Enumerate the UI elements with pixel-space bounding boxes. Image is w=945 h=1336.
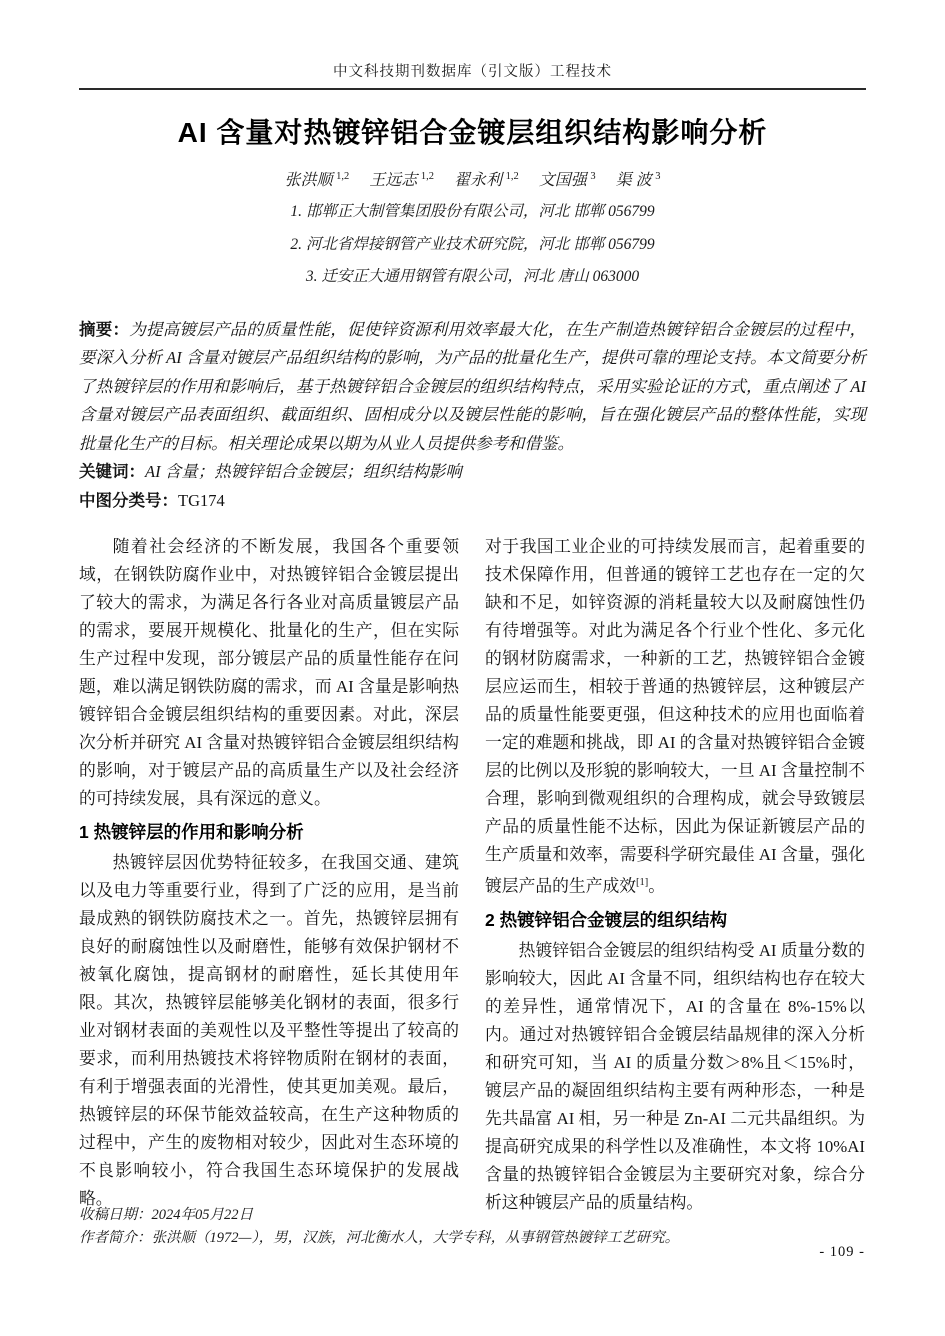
- column-right: [485, 533, 865, 1215]
- author-superscript: 1,2: [418, 170, 434, 182]
- footnote: [79, 1204, 866, 1250]
- keywords-label: 关键词：: [79, 463, 145, 481]
- affiliations: [79, 196, 866, 294]
- journal-header: 中文科技期刊数据库（引文版）工程技术: [333, 64, 612, 80]
- body-columns: [79, 533, 866, 1215]
- author-superscript: 1,2: [503, 170, 519, 182]
- keywords: [79, 458, 866, 487]
- body-paragraph: 对于我国工业企业的可持续发展而言，起着重要的技术保障作用，但普通的镀锌工艺也存在一定的欠缺和不足，如锌资源的消耗量较大以及耐腐蚀性仍有待增强等。对此为满足各个行业个性化、多元化的钢材防腐需求，一种新的工艺，热镀锌铝合金镀层应运而生，相较于普通的热镀锌层，这种镀层产品的质量性能要更强，但这种技术的应用也面临着一定的难题和挑战，即 AI 的含量对热镀锌铝合金镀层的比例以及形貌的影响较大，一旦 AI 含量控制不合理，影响到微观组织的合理构成，就会导致镀层产品的质量性能不达标，因此为保证新镀层产品的生产质量和效率，需要科学研究最佳 AI 含量，强化镀层产品的生产成效[1]。: [485, 537, 865, 896]
- paper-title: AI 含量对热镀锌铝合金镀层组织结构影响分析: [177, 117, 768, 148]
- abstract-text: 为提高镀层产品的质量性能，促使锌资源利用效率最大化，在生产制造热镀锌铝合金镀层的过程中，要深入分析 AI 含量对镀层产品组织结构的影响，为产品的批量化生产，提供可靠的理论支持。本文简要分析了热镀锌层的作用和影响后，基于热镀锌铝合金镀层的组织结构特点，采用实验论证的方式，重点阐述了 AI 含量对镀层产品表面组织、截面组织、固相成分以及镀层性能的影响，旨在强化镀层产品的整体性能，实现批量化生产的目标。相关理论成果以期为从业人员提供参考和借鉴。: [79, 319, 866, 453]
- author-name: 王远志: [369, 172, 418, 189]
- affiliation-line: 1. 邯郸正大制管集团股份有限公司，河北 邯郸 056799: [290, 203, 655, 220]
- author-name: 翟永利: [453, 172, 502, 189]
- section-heading: 1 热镀锌层的作用和影响分析: [79, 822, 304, 842]
- keywords-text: AI 含量；热镀锌铝合金镀层；组织结构影响: [145, 462, 462, 481]
- abstract-label: 摘要：: [79, 320, 130, 339]
- author-name: 张洪顺: [284, 172, 333, 189]
- author: [616, 172, 661, 189]
- citation-ref: [1]: [636, 877, 649, 888]
- clc-label: 中图分类号：: [79, 491, 178, 510]
- author-superscript: 3: [652, 170, 661, 182]
- affiliation-line: 3. 迁安正大通用钢管有限公司，河北 唐山 063000: [305, 268, 640, 285]
- authors-line: [79, 167, 866, 190]
- header-divider: [79, 88, 866, 90]
- section-heading: 2 热镀锌铝合金镀层的组织结构: [485, 909, 728, 930]
- affiliation-line: 2. 河北省焊接钢管产业技术研究院，河北 邯郸 056799: [290, 235, 655, 253]
- body-paragraph: 热镀锌层因优势特征较多，在我国交通、建筑以及电力等重要行业，得到了广泛的应用，是当前最成熟的钢铁防腐技术之一。首先，热镀锌层拥有良好的耐腐蚀性以及耐磨性，能够有效保护钢材不被氧化腐蚀，提高钢材的耐磨性，延长其使用年限。其次，热镀锌层能够美化钢材的表面，很多行业对钢材表面的美观性以及平整性等提出了较高的要求，而利用热镀技术将锌物质附在钢材的表面，有利于增强表面的光滑性，使其更加美观。最后，热镀锌层的环保节能效益较高，在生产这种物质的过程中，产生的废物相对较少，因此对生态环境的不良影响较小，符合我国生态环境保护的发展战略。: [79, 853, 459, 1208]
- clc-text: TG174: [178, 490, 225, 510]
- author: [369, 172, 434, 189]
- author: [284, 172, 349, 189]
- abstract: [79, 316, 866, 459]
- body-paragraph: 随着社会经济的不断发展，我国各个重要领域，在钢铁防腐作业中，对热镀锌铝合金镀层提出了较大的需求，为满足各行各业对高质量镀层产品的需求，要展开规模化、批量化的生产，但在实际生产过程中发现，部分镀层产品的质量性能存在问题，难以满足钢铁防腐的需求，而 AI 含量是影响热镀锌铝合金镀层组织结构的重要因素。对此，深层次分析并研究 AI 含量对热镀锌铝合金镀层组织结构的影响，对于镀层产品的高质量生产以及社会经济的可持续发展，具有深远的意义。: [79, 537, 459, 808]
- author-superscript: 3: [587, 170, 596, 182]
- author-superscript: 1,2: [333, 170, 350, 182]
- clc: [79, 487, 866, 516]
- page-content: [79, 0, 866, 1215]
- author-name: 文国强: [538, 172, 587, 189]
- page-number: - 109 -: [819, 1244, 865, 1260]
- author: [454, 172, 519, 189]
- author-name: 渠 波: [615, 172, 652, 189]
- column-left: [79, 533, 459, 1215]
- author: [539, 172, 596, 189]
- footnote-received: 收稿日期：2024年05月22日: [79, 1207, 253, 1223]
- body-paragraph: 热镀锌铝合金镀层的组织结构受 AI 质量分数的影响较大，因此 AI 含量不同，组织结构也存在较大的差异性，通常情况下，AI 的含量在 8%-15%以内。通过对热镀锌铝合金镀层结晶规律的深入分析和研究可知，当 AI 的质量分数＞8%且＜15%时，镀层产品的凝固组织结构主要有两种形态，一种是先共晶富 AI 相，另一种是 Zn-AI 二元共晶组织。为提高研究成果的科学性以及准确性，本文将 10%AI 含量的热镀锌铝合金镀层为主要研究对象，综合分析这种镀层产品的质量结构。: [485, 940, 865, 1212]
- footnote-bio: 作者简介：张洪顺（1972—），男，汉族，河北衡水人，大学专科，从事钢管热镀锌工艺研究。: [79, 1230, 680, 1246]
